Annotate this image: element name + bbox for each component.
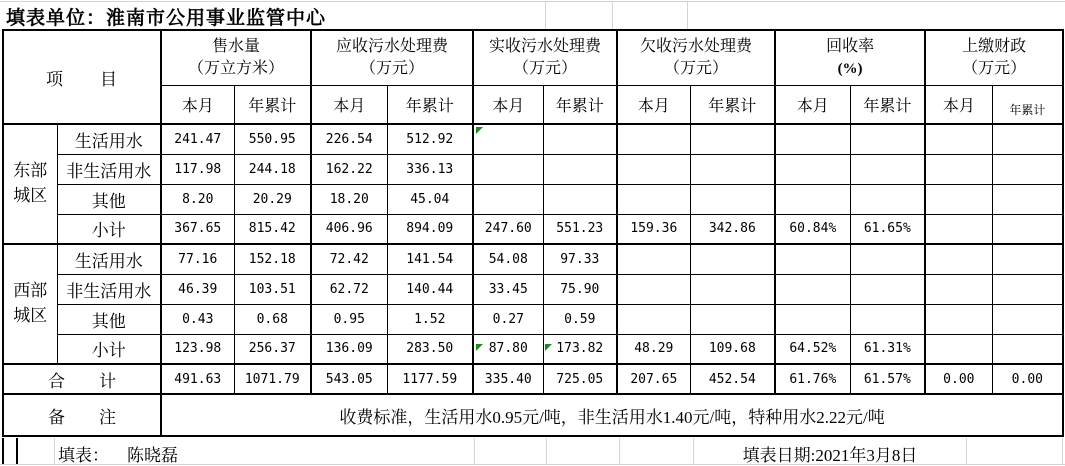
subheader-month[interactable]: 本月 — [925, 85, 992, 124]
cell[interactable] — [690, 154, 775, 184]
cell[interactable]: 87.80 — [473, 334, 543, 364]
subheader-month[interactable]: 本月 — [473, 85, 543, 124]
cell[interactable] — [690, 244, 775, 274]
gridline-vertical — [619, 438, 620, 465]
row-label[interactable]: 生活用水 — [57, 124, 161, 154]
cell[interactable] — [925, 154, 992, 184]
cell-error-indicator — [476, 344, 483, 351]
cell[interactable]: 8.20 — [161, 184, 234, 214]
cell[interactable] — [543, 124, 617, 154]
table-row — [3, 274, 1063, 304]
cell[interactable] — [925, 304, 992, 334]
cell[interactable]: 336.13 — [387, 154, 473, 184]
cell[interactable] — [617, 244, 690, 274]
gridline-vertical — [693, 438, 694, 465]
cell[interactable] — [850, 184, 925, 214]
header-row-periods — [3, 85, 1063, 124]
footer-border-left — [2, 438, 4, 465]
gridline-vertical — [966, 438, 967, 465]
cell[interactable]: 0.95 — [311, 304, 387, 334]
cell[interactable]: 247.60 — [473, 214, 543, 244]
rowgroup-east-district[interactable]: 东部 城区 — [3, 124, 57, 244]
gridline-vertical — [474, 438, 475, 465]
subheader-month[interactable]: 本月 — [311, 85, 387, 124]
cell[interactable]: 140.44 — [387, 274, 473, 304]
cell[interactable]: 61.76% — [775, 364, 850, 394]
cell[interactable] — [925, 274, 992, 304]
cell[interactable] — [617, 184, 690, 214]
cell[interactable]: 1.52 — [387, 304, 473, 334]
cell[interactable]: 815.42 — [234, 214, 311, 244]
subheader-ytd[interactable]: 年累计 — [850, 85, 925, 124]
gridline-vertical — [1062, 438, 1063, 465]
cell[interactable] — [775, 244, 850, 274]
cell[interactable]: 452.54 — [690, 364, 775, 394]
cell[interactable] — [775, 274, 850, 304]
table-row-subtotal — [3, 334, 1063, 364]
cell[interactable]: 0.59 — [543, 304, 617, 334]
cell[interactable] — [925, 124, 992, 154]
cell[interactable]: 725.05 — [543, 364, 617, 394]
cell[interactable]: 77.16 — [161, 244, 234, 274]
remark-content[interactable]: 收费标准，生活用水0.95元/吨，非生活用水1.40元/吨，特种用水2.22元/吨 — [161, 394, 1063, 436]
cell[interactable]: 0.68 — [234, 304, 311, 334]
fill-date-cell[interactable]: 填表日期:2021年3月8日 — [742, 446, 918, 465]
subheader-month[interactable]: 本月 — [775, 85, 850, 124]
cell[interactable]: 64.52% — [775, 334, 850, 364]
filled-by-name: 陈晓磊 — [127, 446, 178, 465]
cell[interactable]: 283.50 — [387, 334, 473, 364]
cell[interactable]: 342.86 — [690, 214, 775, 244]
cell[interactable]: 894.09 — [387, 214, 473, 244]
subheader-month[interactable]: 本月 — [161, 85, 234, 124]
cell[interactable] — [850, 154, 925, 184]
col-header-owed-fee[interactable]: 欠收污水处理费 （万元） — [617, 30, 775, 85]
subheader-ytd[interactable]: 年累计 — [543, 85, 617, 124]
cell[interactable]: 406.96 — [311, 214, 387, 244]
row-label[interactable]: 生活用水 — [57, 244, 161, 274]
header-row-groups — [3, 30, 1063, 85]
col-header-item[interactable]: 项 目 — [3, 30, 161, 124]
cell[interactable]: 46.39 — [161, 274, 234, 304]
row-label[interactable]: 小计 — [57, 334, 161, 364]
cell[interactable]: 20.29 — [234, 184, 311, 214]
cell[interactable] — [617, 274, 690, 304]
gridline-horizontal — [0, 1, 1065, 2]
col-header-paid-to-finance[interactable]: 上缴财政 （万元） — [925, 30, 1063, 85]
col-header-recovery-rate[interactable]: 回收率 (%) — [775, 30, 925, 85]
cell[interactable] — [690, 274, 775, 304]
cell[interactable]: 103.51 — [234, 274, 311, 304]
cell[interactable] — [925, 244, 992, 274]
cell[interactable] — [992, 274, 1063, 304]
cell[interactable]: 62.72 — [311, 274, 387, 304]
subheader-month[interactable]: 本月 — [617, 85, 690, 124]
gridline-vertical — [687, 1, 688, 29]
cell[interactable] — [992, 244, 1063, 274]
cell[interactable] — [617, 124, 690, 154]
cell[interactable] — [543, 154, 617, 184]
cell[interactable]: 512.92 — [387, 124, 473, 154]
cell[interactable]: 0.00 — [925, 364, 992, 394]
cell[interactable]: 551.23 — [543, 214, 617, 244]
col-header-water-sold[interactable]: 售水量 （万立方米） — [161, 30, 311, 85]
subheader-ytd[interactable]: 年累计 — [690, 85, 775, 124]
cell[interactable]: 123.98 — [161, 334, 234, 364]
filled-by-label: 填表： — [58, 446, 109, 465]
gridline-vertical — [546, 438, 547, 465]
cell[interactable]: 367.65 — [161, 214, 234, 244]
cell-error-indicator — [476, 127, 483, 134]
cell-error-indicator — [545, 344, 552, 351]
cell[interactable]: 18.20 — [311, 184, 387, 214]
cell[interactable]: 61.57% — [850, 364, 925, 394]
filled-by-cell[interactable] — [58, 441, 178, 466]
cell[interactable] — [925, 214, 992, 244]
cell[interactable]: 256.37 — [234, 334, 311, 364]
row-label[interactable]: 小计 — [57, 214, 161, 244]
water-fee-table — [2, 29, 1064, 437]
cell[interactable]: 72.42 — [311, 244, 387, 274]
cell[interactable]: 241.47 — [161, 124, 234, 154]
row-label-total[interactable]: 合 计 — [3, 364, 161, 394]
cell[interactable] — [617, 304, 690, 334]
cell[interactable]: 97.33 — [543, 244, 617, 274]
cell[interactable]: 0.00 — [992, 364, 1063, 394]
cell[interactable] — [775, 304, 850, 334]
cell[interactable] — [925, 334, 992, 364]
row-label[interactable]: 其他 — [57, 184, 161, 214]
row-label[interactable]: 其他 — [57, 304, 161, 334]
table-row — [3, 124, 1063, 154]
cell[interactable]: 61.31% — [850, 334, 925, 364]
cell[interactable]: 1177.59 — [387, 364, 473, 394]
cell[interactable] — [992, 304, 1063, 334]
cell[interactable] — [992, 154, 1063, 184]
table-row-grand-total — [3, 364, 1063, 394]
cell[interactable]: 136.09 — [311, 334, 387, 364]
gridline-vertical — [612, 1, 613, 29]
cell[interactable] — [992, 124, 1063, 154]
cell[interactable] — [690, 184, 775, 214]
rowgroup-west-district[interactable]: 西部 城区 — [3, 244, 57, 364]
cell[interactable] — [850, 304, 925, 334]
cell[interactable]: 0.27 — [473, 304, 543, 334]
cell[interactable]: 117.98 — [161, 154, 234, 184]
cell[interactable]: 491.63 — [161, 364, 234, 394]
row-label[interactable]: 非生活用水 — [57, 154, 161, 184]
cell[interactable] — [925, 184, 992, 214]
cell[interactable] — [850, 244, 925, 274]
cell[interactable]: 162.22 — [311, 154, 387, 184]
cell[interactable]: 75.90 — [543, 274, 617, 304]
row-label-remark[interactable]: 备 注 — [3, 394, 161, 436]
cell[interactable] — [690, 124, 775, 154]
subheader-ytd[interactable]: 年累计 — [992, 85, 1063, 124]
cell[interactable] — [690, 304, 775, 334]
table-row — [3, 184, 1063, 214]
cell[interactable]: 33.45 — [473, 274, 543, 304]
cell[interactable] — [617, 154, 690, 184]
cell[interactable]: 335.40 — [473, 364, 543, 394]
table-row — [3, 154, 1063, 184]
table-row — [3, 304, 1063, 334]
cell[interactable]: 159.36 — [617, 214, 690, 244]
cell[interactable]: 244.18 — [234, 154, 311, 184]
cell[interactable]: 60.84% — [775, 214, 850, 244]
cell[interactable] — [850, 274, 925, 304]
cell[interactable]: 152.18 — [234, 244, 311, 274]
form-unit-title[interactable]: 填表单位：淮南市公用事业监管中心 — [6, 8, 327, 29]
table-row-remark — [3, 394, 1063, 436]
cell[interactable]: 0.43 — [161, 304, 234, 334]
row-label[interactable]: 非生活用水 — [57, 274, 161, 304]
cell[interactable] — [992, 184, 1063, 214]
cell[interactable] — [775, 154, 850, 184]
col-header-received-fee[interactable]: 实收污水处理费 （万元） — [473, 30, 617, 85]
table-row — [3, 244, 1063, 274]
footer-border-colA — [16, 438, 18, 465]
table-row-subtotal — [3, 214, 1063, 244]
cell[interactable] — [992, 334, 1063, 364]
cell[interactable]: 54.08 — [473, 244, 543, 274]
cell[interactable] — [473, 154, 543, 184]
cell[interactable]: 207.65 — [617, 364, 690, 394]
gridline-vertical — [545, 1, 546, 29]
cell[interactable] — [992, 214, 1063, 244]
subheader-ytd[interactable]: 年累计 — [387, 85, 473, 124]
subheader-ytd[interactable]: 年累计 — [234, 85, 311, 124]
cell[interactable]: 48.29 — [617, 334, 690, 364]
cell[interactable] — [775, 184, 850, 214]
cell[interactable]: 173.82 — [543, 334, 617, 364]
cell[interactable]: 61.65% — [850, 214, 925, 244]
cell[interactable] — [473, 124, 543, 154]
col-header-receivable-fee[interactable]: 应收污水处理费 （万元） — [311, 30, 473, 85]
cell[interactable]: 550.95 — [234, 124, 311, 154]
gridline-vertical — [54, 438, 55, 465]
cell[interactable]: 226.54 — [311, 124, 387, 154]
cell[interactable]: 109.68 — [690, 334, 775, 364]
cell[interactable] — [543, 184, 617, 214]
cell[interactable]: 45.04 — [387, 184, 473, 214]
cell[interactable] — [850, 124, 925, 154]
cell[interactable] — [775, 124, 850, 154]
cell[interactable]: 141.54 — [387, 244, 473, 274]
cell[interactable] — [473, 184, 543, 214]
cell[interactable]: 543.05 — [311, 364, 387, 394]
cell[interactable]: 1071.79 — [234, 364, 311, 394]
